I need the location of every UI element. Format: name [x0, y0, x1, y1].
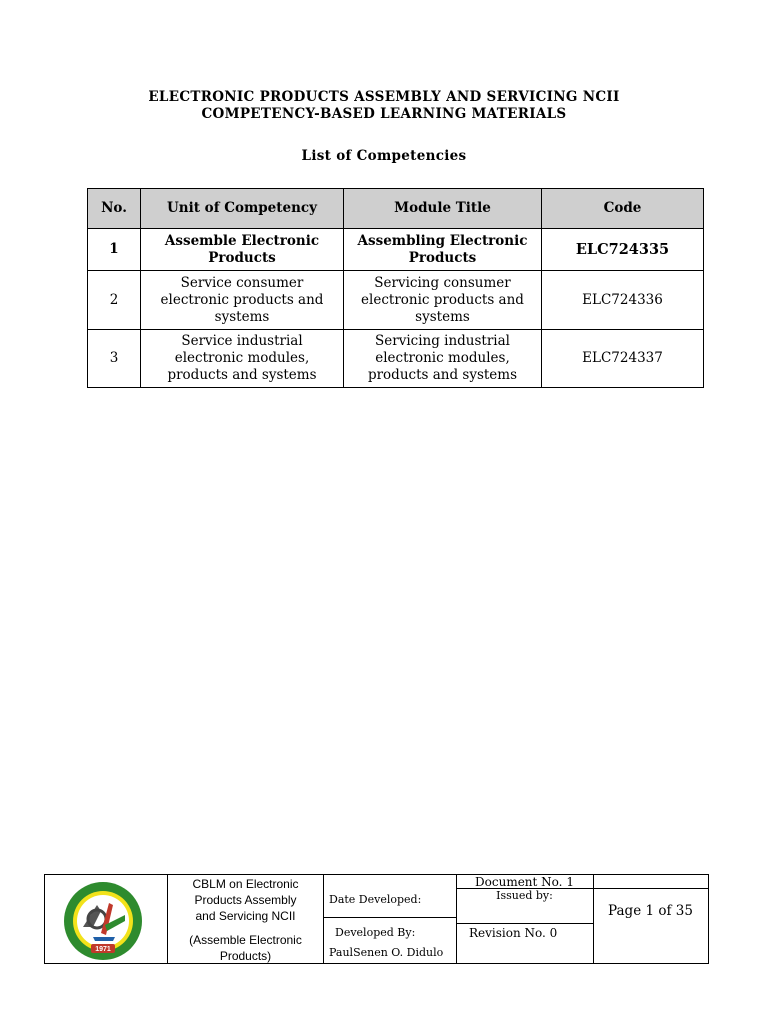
unit-of-competency: Service industrial electronic modules, products and systems: [141, 330, 344, 388]
document-title-line2: COMPETENCY-BASED LEARNING MATERIALS: [201, 106, 567, 122]
issued-by-label: Issued by:: [496, 889, 553, 902]
revision-number: Revision No. 0: [469, 926, 558, 940]
cblm-line2: Products Assembly: [194, 893, 297, 907]
cblm-line3: and Servicing NCII: [195, 909, 296, 923]
row-number: 1: [88, 229, 141, 271]
unit-of-competency: Service consumer electronic products and systems: [141, 271, 344, 330]
cblm-prefix: CBLM on: [192, 877, 246, 891]
row-number: 2: [88, 271, 141, 330]
document-number: Document No. 1: [475, 875, 574, 889]
unit-of-competency: Assemble Electronic Products: [141, 229, 344, 271]
table-row: [88, 229, 704, 271]
competency-code: ELC724336: [542, 271, 704, 330]
document-footer: [44, 874, 709, 964]
logo-year: 1971: [95, 946, 111, 953]
table-row: [88, 330, 704, 388]
table-row: [88, 271, 704, 330]
table-header-row: [88, 189, 704, 229]
module-title: Servicing industrial electronic modules, products and systems: [344, 330, 542, 388]
cblm-title: [168, 876, 323, 924]
developer-name: PaulSenen O. Didulo: [329, 946, 444, 959]
module-line2: Products): [219, 949, 272, 963]
module-title: Assembling Electronic Products: [344, 229, 542, 271]
col-header-code: Code: [542, 189, 704, 229]
row-number: 3: [88, 330, 141, 388]
col-header-unit: Unit of Competency: [141, 189, 344, 229]
date-developed-label: Date Developed:: [329, 893, 422, 906]
col-header-no: No.: [88, 189, 141, 229]
developed-by-label: Developed By:: [335, 926, 416, 939]
page-number: Page 1 of 35: [608, 903, 693, 919]
cblm-line1: Electronic: [245, 877, 299, 891]
list-title: List of Competencies: [301, 148, 467, 164]
col-header-module: Module Title: [344, 189, 542, 229]
competency-table: [87, 188, 704, 388]
module-line1: (Assemble Electronic: [189, 933, 302, 947]
module-title: Servicing consumer electronic products and systems: [344, 271, 542, 330]
competency-code: ELC724337: [542, 330, 704, 388]
module-subtitle: [168, 932, 323, 964]
document-title-line1: ELECTRONIC PRODUCTS ASSEMBLY AND SERVICING NCII: [148, 89, 620, 105]
competency-code: ELC724335: [542, 229, 704, 271]
school-seal-logo: [63, 881, 143, 961]
